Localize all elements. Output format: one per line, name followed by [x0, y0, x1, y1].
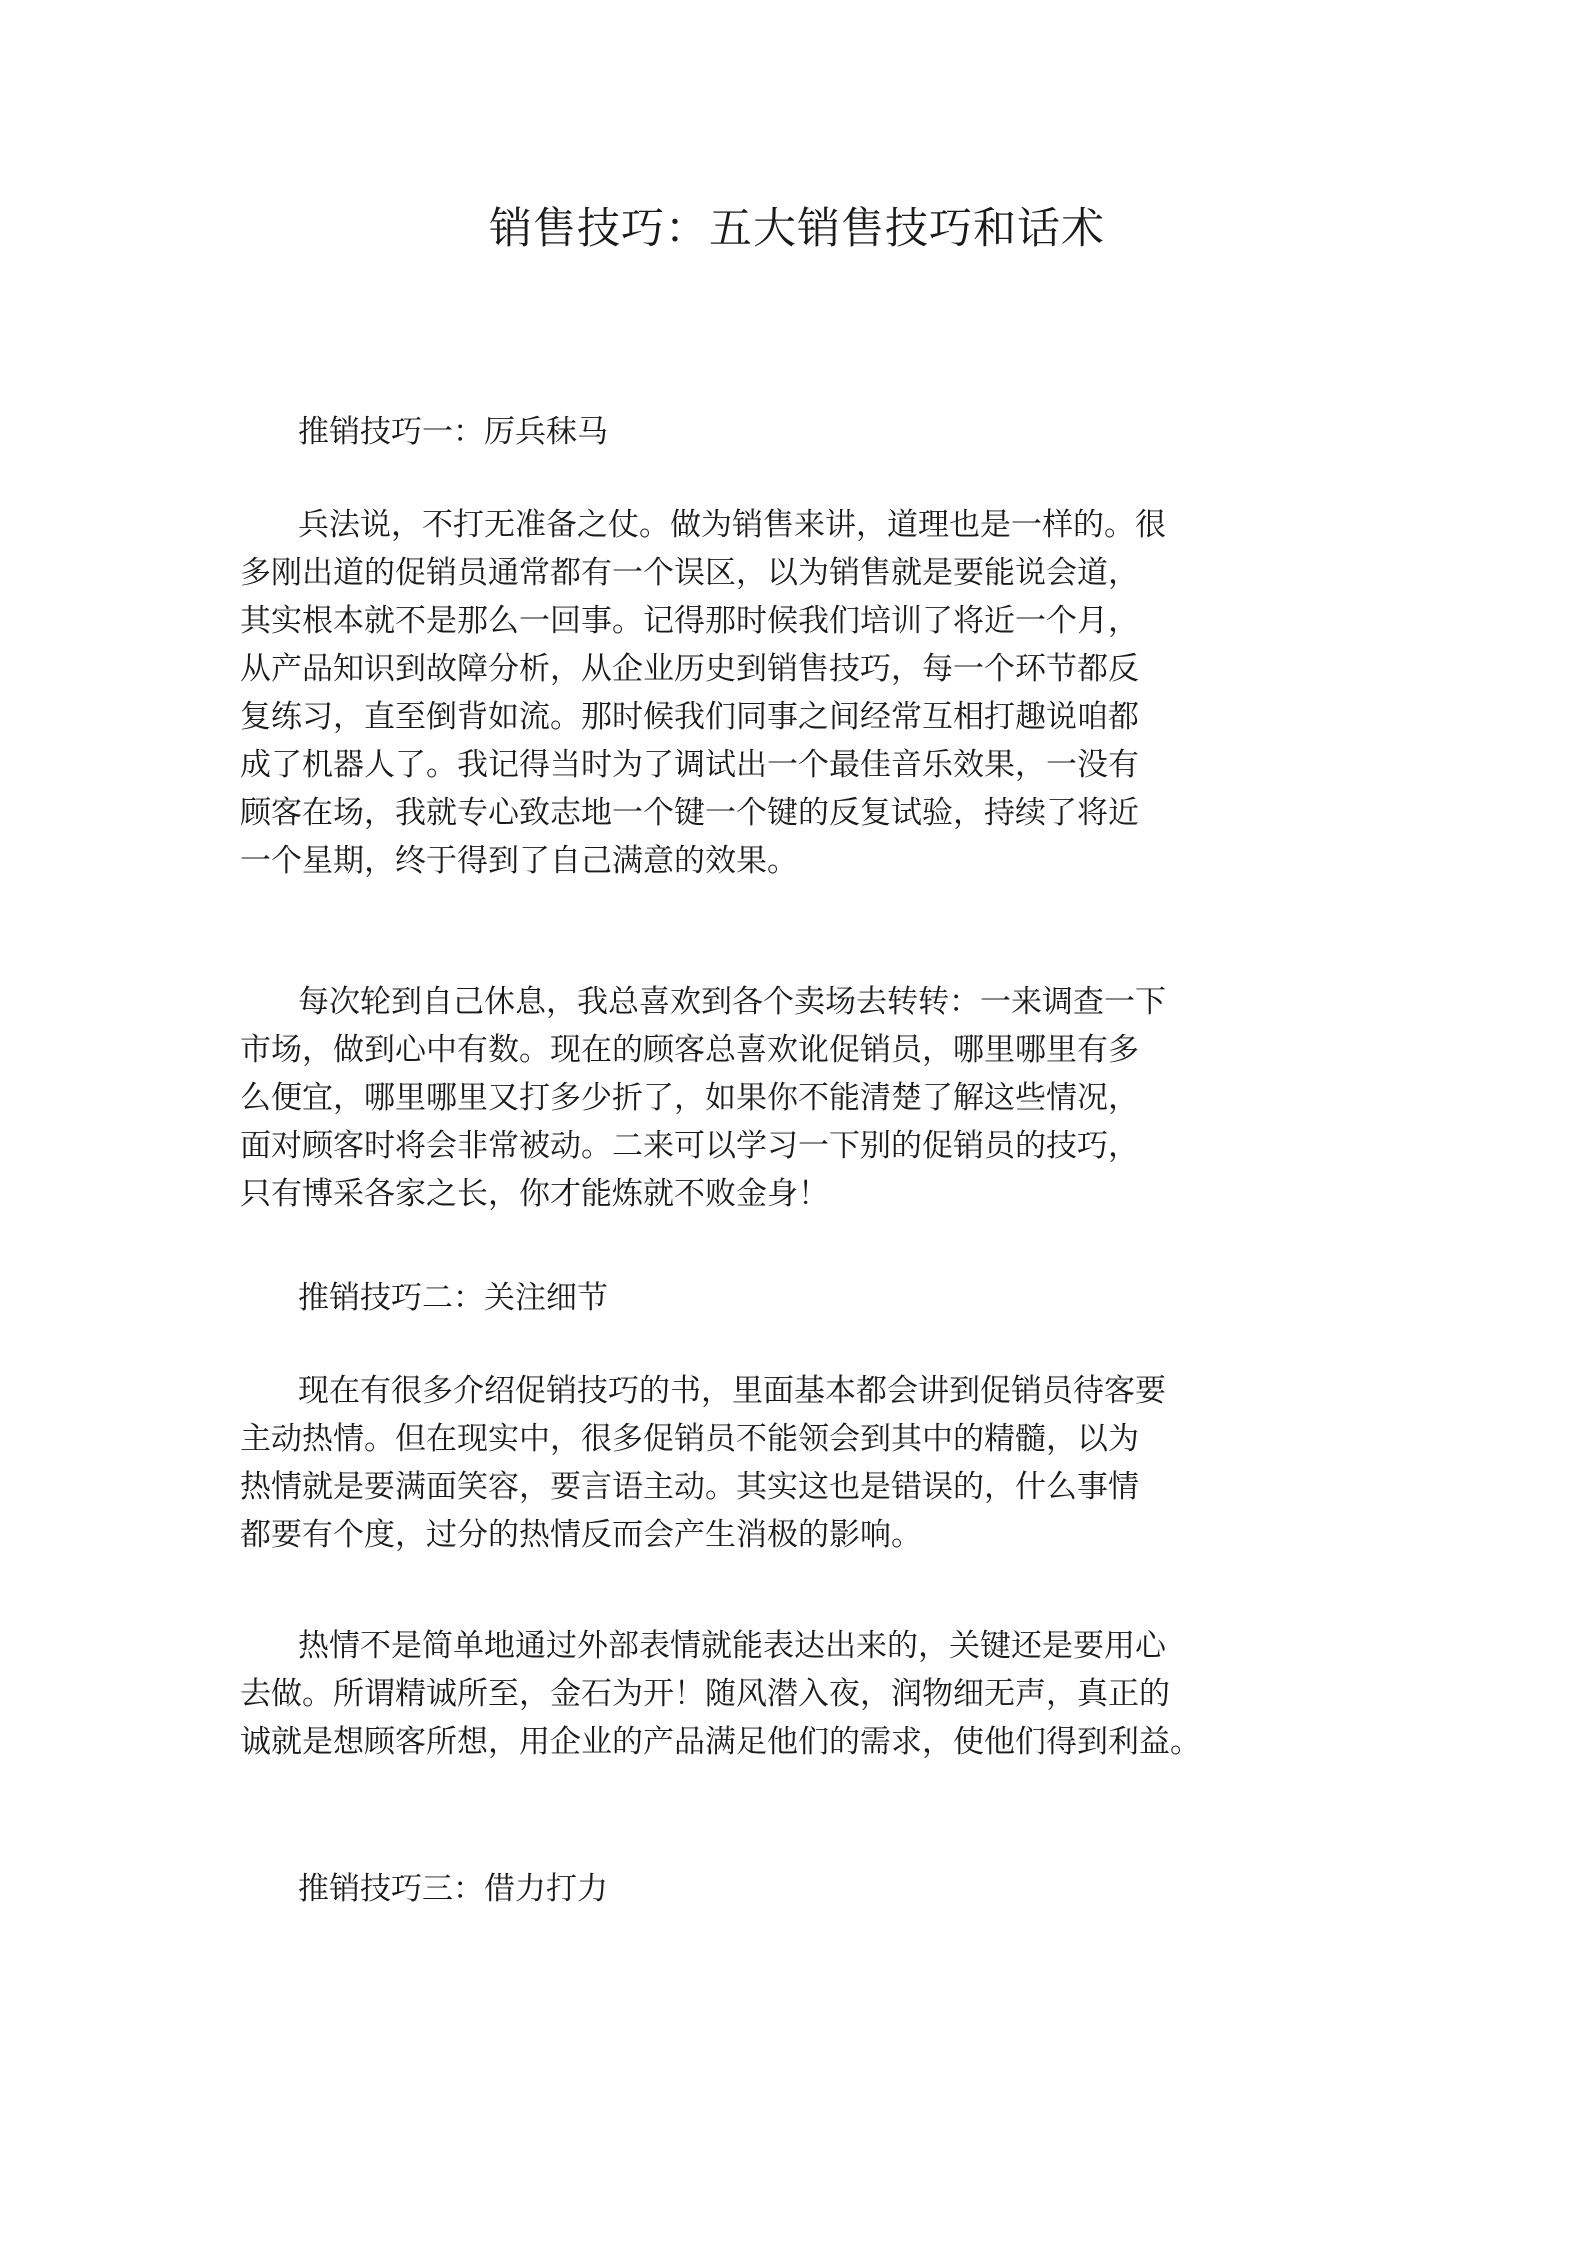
paragraph-line: 一个星期，终于得到了自己满意的效果。 — [240, 843, 798, 879]
section-heading-2: 推销技巧二：关注细节 — [298, 1280, 608, 1316]
paragraph-line: 顾客在场，我就专心致志地一个键一个键的反复试验，持续了将近 — [240, 795, 1139, 831]
paragraph-line: 主动热情。但在现实中，很多促销员不能领会到其中的精髓，以为 — [240, 1421, 1139, 1457]
paragraph-line: 诚就是想顾客所想，用企业的产品满足他们的需求，使他们得到利益。 — [240, 1724, 1201, 1760]
paragraph-line: 只有博采各家之长，你才能炼就不败金身！ — [240, 1176, 829, 1212]
paragraph-2 — [240, 978, 1360, 1218]
paragraph-line: 复练习，直至倒背如流。那时候我们同事之间经常互相打趣说咱都 — [240, 699, 1139, 735]
paragraph-line: 其实根本就不是那么一回事。记得那时候我们培训了将近一个月， — [240, 603, 1139, 639]
paragraph-line: 每次轮到自己休息，我总喜欢到各个卖场去转转：一来调查一下 — [298, 984, 1166, 1020]
paragraph-line: 多刚出道的促销员通常都有一个误区，以为销售就是要能说会道， — [240, 555, 1139, 591]
paragraph-line: 市场，做到心中有数。现在的顾客总喜欢讹促销员，哪里哪里有多 — [240, 1032, 1139, 1068]
paragraph-line: 从产品知识到故障分析，从企业历史到销售技巧，每一个环节都反 — [240, 651, 1139, 687]
section-heading-3: 推销技巧三：借力打力 — [298, 1871, 608, 1907]
paragraph-3 — [240, 1367, 1360, 1559]
document-title: 销售技巧：五大销售技巧和话术 — [489, 204, 1105, 254]
section-heading-1: 推销技巧一：厉兵秣马 — [298, 414, 608, 450]
paragraph-line: 热情就是要满面笑容，要言语主动。其实这也是错误的，什么事情 — [240, 1469, 1139, 1505]
paragraph-line: 热情不是简单地通过外部表情就能表达出来的，关键还是要用心 — [298, 1628, 1166, 1664]
paragraph-4 — [240, 1622, 1360, 1766]
paragraph-line: 都要有个度，过分的热情反而会产生消极的影响。 — [240, 1517, 922, 1553]
paragraph-line: 去做。所谓精诚所至，金石为开！随风潜入夜，润物细无声，真正的 — [240, 1676, 1170, 1712]
paragraph-line: 兵法说，不打无准备之仗。做为销售来讲，道理也是一样的。很 — [298, 507, 1166, 543]
paragraph-line: 现在有很多介绍促销技巧的书，里面基本都会讲到促销员待客要 — [298, 1373, 1166, 1409]
paragraph-1 — [240, 501, 1360, 885]
paragraph-line: 么便宜，哪里哪里又打多少折了，如果你不能清楚了解这些情况， — [240, 1080, 1139, 1116]
paragraph-line: 面对顾客时将会非常被动。二来可以学习一下别的促销员的技巧， — [240, 1128, 1139, 1164]
paragraph-line: 成了机器人了。我记得当时为了调试出一个最佳音乐效果，一没有 — [240, 747, 1139, 783]
